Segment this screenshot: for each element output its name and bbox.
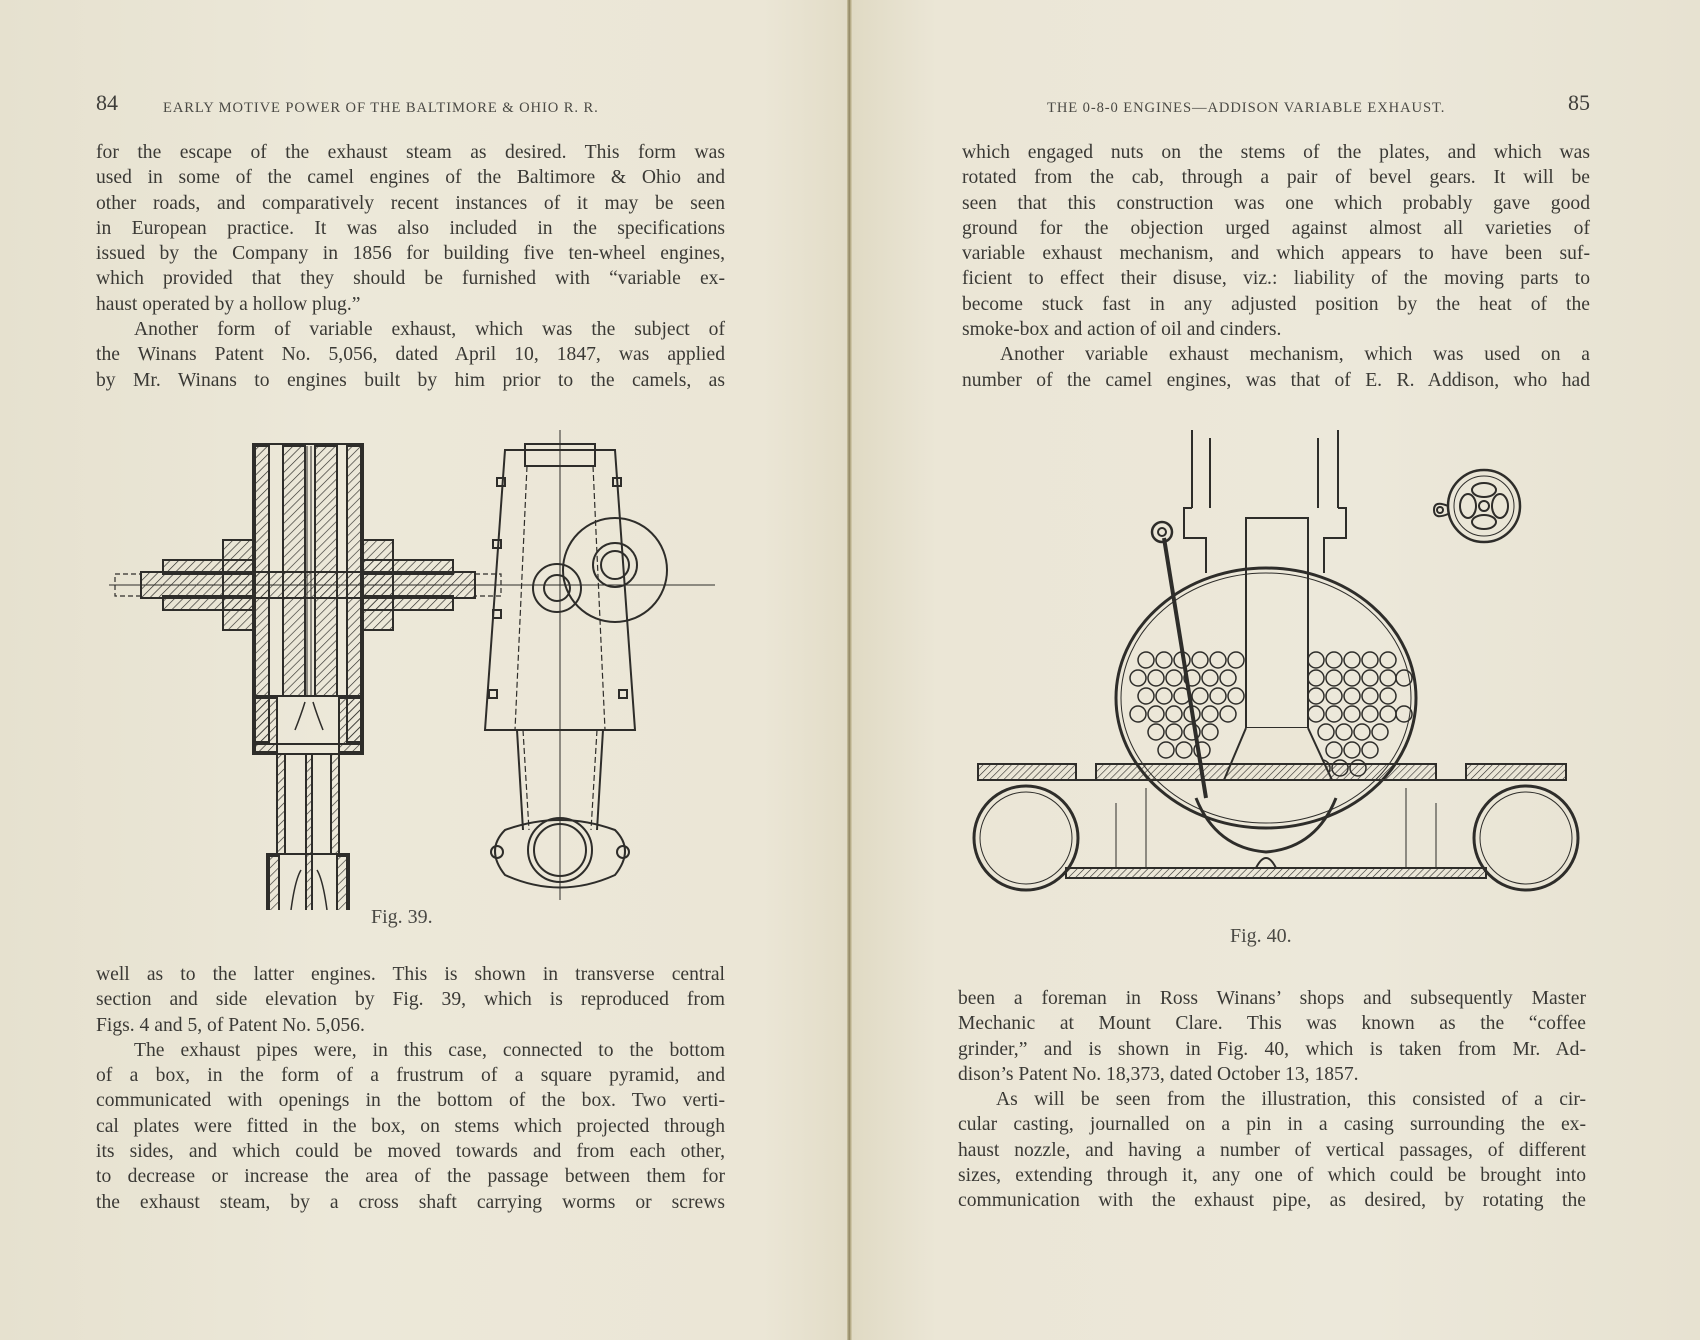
text-line: cular casting, journalled on a pin in a casing surrounding the ex- <box>958 1114 1586 1136</box>
text-line: smoke-box and action of oil and cinders. <box>962 319 1282 341</box>
text-line: Mechanic at Mount Clare. This was known as the “coffee <box>958 1013 1586 1035</box>
text-line: cal plates were fitted in the box, on stems which projected through <box>96 1115 725 1137</box>
figure-40-caption: Fig. 40. <box>1230 925 1292 947</box>
text-line: communication with the exhaust pipe, as desired, by rotating the <box>958 1190 1586 1212</box>
text-line: become stuck fast in any adjusted position by the heat of the <box>962 293 1590 315</box>
bottom-paragraph <box>958 986 1586 1214</box>
text-line: seen that this construction was one which probably gave good <box>962 192 1590 214</box>
running-head: THE 0-8-0 ENGINES—ADDISON VARIABLE EXHAUST. <box>1047 100 1446 116</box>
text-line: which provided that they should be furnished with “variable ex- <box>96 268 725 290</box>
text-line: ficient to effect their disuse, viz.: liability of the moving parts to <box>962 268 1590 290</box>
text-line: in European practice. It was also included in the specifications <box>96 217 725 239</box>
text-line: well as to the latter engines. This is shown in transverse central <box>96 964 725 985</box>
text-line: haust operated by a hollow plug.” <box>96 293 361 315</box>
text-line: issued by the Company in 1856 for building five ten-wheel engines, <box>96 243 725 265</box>
text-line: ground for the objection urged against almost all varieties of <box>962 217 1590 239</box>
text-line: Figs. 4 and 5, of Patent No. 5,056. <box>96 1014 365 1036</box>
text-line: Another form of variable exhaust, which was the subject of <box>134 319 725 341</box>
text-line: The exhaust pipes were, in this case, connected to the bottom <box>134 1039 725 1061</box>
text-line: the Winans Patent No. 5,056, dated April 10, 1847, was applied <box>96 344 725 366</box>
text-line: grinder,” and is shown in Fig. 40, which is taken from Mr. Ad- <box>958 1038 1586 1060</box>
text-line: other roads, and comparatively recent instances of it may be seen <box>96 192 725 214</box>
top-paragraph <box>962 140 1590 393</box>
text-line: used in some of the camel engines of the Baltimore & Ohio and <box>96 167 725 189</box>
figure-40-illustration <box>966 428 1586 914</box>
text-line: its sides, and which could be moved towards and from each other, <box>96 1141 725 1163</box>
text-line: section and side elevation by Fig. 39, which is reproduced from <box>96 989 725 1011</box>
text-line: sizes, extending through it, any one of which could be brought into <box>958 1165 1586 1187</box>
text-line: rotated from the cab, through a pair of bevel gears. It will be <box>962 167 1590 189</box>
section-view <box>109 444 525 910</box>
text-line: by Mr. Winans to engines built by him prior to the camels, as <box>96 369 725 391</box>
bottom-paragraph <box>96 962 725 1215</box>
text-line: of a box, in the form of a frustrum of a square pyramid, and <box>96 1065 725 1087</box>
text-line: variable exhaust mechanism, and which appears to have been suf- <box>962 243 1590 265</box>
text-line: communicated with openings in the bottom of the box. Two verti- <box>96 1090 725 1112</box>
text-line: for the escape of the exhaust steam as desired. This form was <box>96 142 725 163</box>
page-number: 84 <box>96 90 118 115</box>
text-line: the exhaust steam, by a cross shaft carrying worms or screws <box>96 1191 725 1213</box>
figure-39-caption: Fig. 39. <box>371 906 433 928</box>
side-elevation <box>485 430 715 900</box>
top-paragraph <box>96 140 725 393</box>
text-line: which engaged nuts on the stems of the plates, and which was <box>962 142 1590 163</box>
text-line: to decrease or increase the area of the passage between them for <box>96 1166 725 1188</box>
text-line: As will be seen from the illustration, this consisted of a cir- <box>996 1089 1586 1111</box>
text-line: number of the camel engines, was that of E. R. Addison, who had <box>962 369 1590 391</box>
text-line: Another variable exhaust mechanism, which was used on a <box>1000 344 1590 366</box>
figure-39-illustration <box>105 430 725 910</box>
text-line: been a foreman in Ross Winans’ shops and subsequently Master <box>958 988 1586 1009</box>
running-head: EARLY MOTIVE POWER OF THE BALTIMORE & OHIO R. R. <box>163 100 599 116</box>
text-line: dison’s Patent No. 18,373, dated October 13, 1857. <box>958 1063 1359 1085</box>
right-page <box>852 0 1700 1340</box>
page-number: 85 <box>1568 90 1590 115</box>
text-line: haust nozzle, and having a number of vertical passages, of different <box>958 1139 1586 1161</box>
left-page <box>0 0 848 1340</box>
coffee-grinder-plate-detail <box>1434 470 1520 542</box>
